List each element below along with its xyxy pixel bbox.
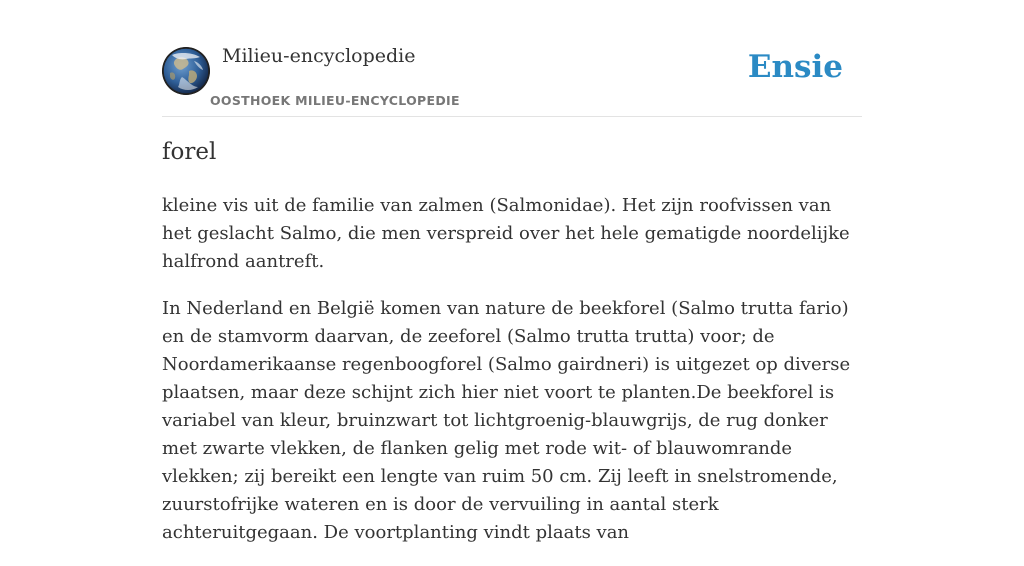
source-header [162,0,862,117]
source-subtitle[interactable]: OOSTHOEK MILIEU-ENCYCLOPEDIE [210,93,460,108]
source-title[interactable]: Milieu-encyclopedie [222,45,416,67]
definition-paragraph: In Nederland en België komen van nature de beekforel (Salmo trutta fario) en de stamvorm daarvan, de zeeforel (Salmo trutta trutta) voor; de Noordamerikaanse regenboogforel (Salmo gairdneri) is uitgezet op diverse plaatsen, maar deze schijnt zich hier niet voort te planten.De beekforel is variabel van kleur, bruinzwart tot lichtgroenig-blauwgrijs, de rug donker met zwarte vlekken, de flanken gelig met rode wit- of blauwomrande vlekken; zij bereikt een lengte van ruim 50 cm. Zij leeft in snelstromende, zuurstofrijke wateren en is door de vervuiling in aantal sterk achteruitgegaan. De voortplanting vindt plaats van [162,298,851,543]
ensie-logo[interactable]: Ensie [747,49,843,85]
earth-globe-icon[interactable] [162,47,210,95]
page [162,0,862,543]
definition-paragraph: kleine vis uit de familie van zalmen (Salmonidae). Het zijn roofvissen van het geslacht Salmo, die men verspreid over het hele gematigde noordelijke halfrond aantreft. [162,195,850,272]
entry-title: forel [162,139,217,165]
entry-definition [162,192,862,566]
